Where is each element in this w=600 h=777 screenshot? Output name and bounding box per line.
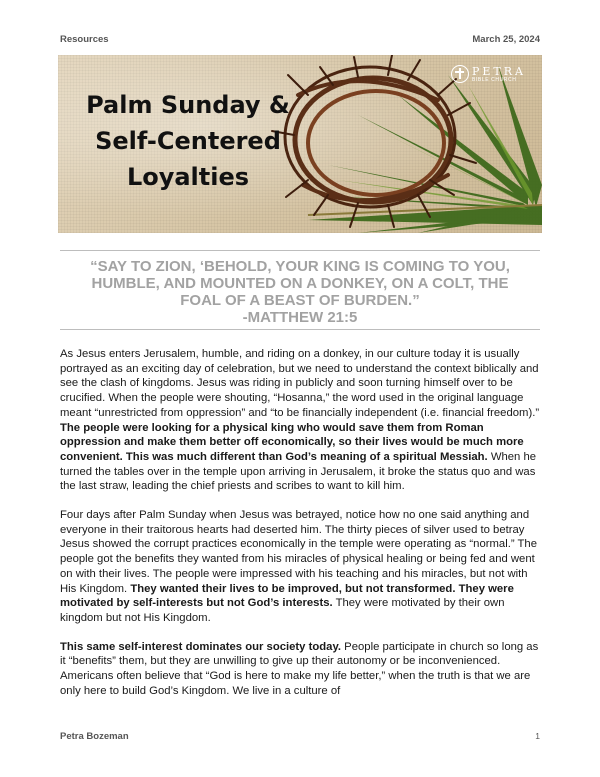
date-label: March 25, 2024 [472, 34, 540, 45]
quote-line: FOAL OF A BEAST OF BURDEN.” [180, 292, 420, 309]
text-run: People participate in church so long as it “benefits” them, but they are unwilling to give up their autonomy or be inconvenienced. Americans often believe that “God is here to make my life better,” when the truth is that we are only here to build God’s Kingdom. We live in a culture of [60, 640, 539, 697]
paragraph-2 [60, 508, 544, 626]
paragraph-1 [60, 347, 544, 494]
bold-run: The people were looking for a physical king who would save them from Roman oppression and make them better off economically, so their lives would be much more convenient. This was much different than God’s meaning of a spiritual Messiah. [60, 421, 524, 463]
quote-reference: -MATTHEW 21:5 [242, 309, 358, 326]
page-footer [60, 731, 540, 742]
banner-image [58, 55, 542, 233]
banner-title [78, 87, 298, 195]
bold-run: This same self-interest dominates our society today. [60, 640, 342, 653]
banner-title-line: Palm Sunday & [86, 91, 290, 119]
text-run: They were motivated by their own kingdom but not His Kingdom. [60, 597, 505, 624]
article-body [60, 347, 544, 712]
logo-subtitle: BIBLE CHURCH [472, 76, 517, 83]
church-logo [451, 65, 526, 83]
scripture-quote [60, 258, 540, 326]
logo-name: PETRA [472, 64, 526, 78]
divider-top [60, 250, 540, 251]
text-run: Four days after Palm Sunday when Jesus was betrayed, notice how no one said anything and everyone in their traitorous hearts had deserted him. The thirty pieces of silver used to betray Jesus showed the corrupt practices economically in the temple were operating as “normal.” The people got the benefits they wanted from his miracles of physical healing or being fed and went on with their lives. The people were impressed with his teaching and his miracles, but not with His Kingdom. [60, 509, 538, 595]
bold-run: They wanted their lives to be improved, but not transformed. They were motivated by self-interests but not God’s interests. [60, 582, 514, 610]
text-run: When he turned the tables over in the temple upon arriving in Jerusalem, it broke the status quo and was the last straw, leading the chief priests and scribes to want to kill him. [60, 450, 537, 493]
text-run: As Jesus enters Jerusalem, humble, and riding on a donkey, in our culture today it is usually portrayed as an exciting day of celebration, but we need to understand the context biblically and see the clash of kingdoms. Jesus was riding in publicly and soon turning himself over to be crucified. When the people were shouting, “Hosanna,” the word used in the original language meant “unrestricted from oppression” and “to be financially independent (i.e. financial freedom).” [60, 348, 540, 419]
quote-line: “SAY TO ZION, ‘BEHOLD, YOUR KING IS COMING TO YOU, [90, 258, 510, 275]
section-label: Resources [60, 34, 109, 45]
page-header [60, 34, 540, 45]
banner-title-line: Loyalties [126, 163, 250, 191]
banner-title-line: Self-Centered [95, 127, 281, 155]
page-number: 1 [535, 731, 540, 741]
cross-circle-icon [451, 65, 469, 83]
author-label: Petra Bozeman [60, 731, 129, 742]
paragraph-3 [60, 640, 544, 699]
divider-bottom [60, 329, 540, 330]
quote-line: HUMBLE, AND MOUNTED ON A DONKEY, ON A COLT, THE [91, 275, 509, 292]
